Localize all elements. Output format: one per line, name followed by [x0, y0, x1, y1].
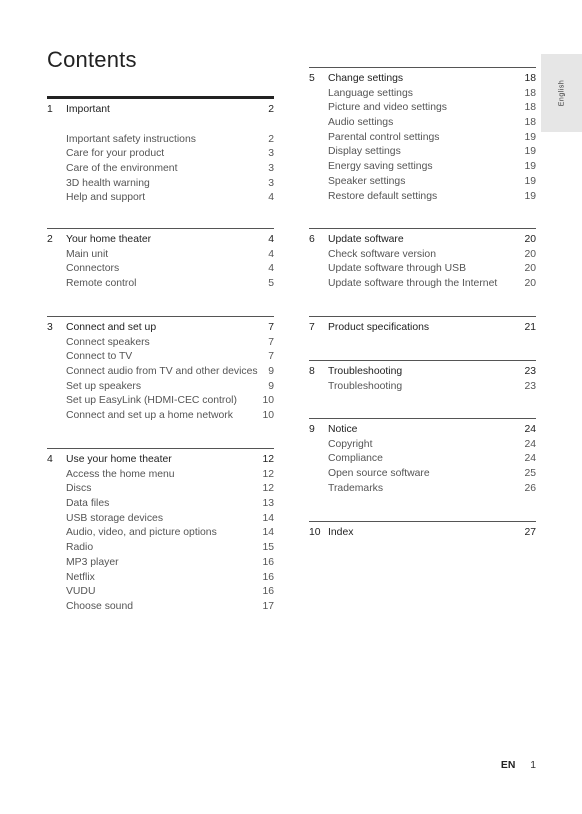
toc-section	[47, 228, 274, 292]
toc-subentry[interactable]	[47, 497, 274, 512]
toc-chapter-entry[interactable]	[47, 103, 274, 118]
chapter-page-number: 27	[524, 527, 536, 538]
toc-chapter-entry[interactable]	[47, 453, 274, 468]
subentry-page-number: 14	[262, 527, 274, 539]
chapter-title: Use your home theater	[66, 454, 172, 465]
subentry-page-number: 18	[524, 117, 536, 129]
chapter-number: 4	[47, 454, 53, 465]
subentry-title: Restore default settings	[328, 190, 438, 202]
toc-subentry[interactable]	[47, 350, 274, 365]
subentry-page-number: 18	[524, 87, 536, 99]
toc-section	[309, 360, 536, 394]
subentry-page-number: 24	[524, 438, 536, 450]
subentry-page-number: 23	[524, 380, 536, 392]
subentry-title: Connect to TV	[66, 351, 133, 363]
subentry-page-number: 16	[262, 571, 274, 583]
subentry-title: Parental control settings	[328, 131, 440, 143]
subentry-title: Help and support	[66, 192, 146, 204]
toc-chapter-entry[interactable]	[47, 321, 274, 336]
toc-chapter-entry[interactable]	[309, 526, 536, 541]
chapter-title: Product specifications	[328, 322, 430, 333]
chapter-title: Index	[328, 527, 354, 538]
subentry-title: Check software version	[328, 248, 436, 260]
subentry-title: Update software through USB	[328, 263, 467, 275]
toc-subentry[interactable]	[309, 160, 536, 175]
subentry-title: Important safety instructions	[66, 133, 196, 145]
toc-subentry[interactable]	[47, 409, 274, 424]
toc-subentry[interactable]	[47, 336, 274, 351]
toc-subentry[interactable]	[47, 365, 274, 380]
subentry-page-number: 7	[268, 351, 274, 363]
subentry-title: Trademarks	[328, 482, 384, 494]
subentry-page-number: 19	[524, 161, 536, 173]
toc-subentry[interactable]	[47, 380, 274, 395]
subentry-page-number: 7	[268, 336, 274, 348]
subentry-page-number: 5	[268, 278, 274, 290]
toc-subentry[interactable]	[47, 191, 274, 206]
toc-subentry[interactable]	[309, 175, 536, 190]
chapter-title: Troubleshooting	[328, 366, 403, 377]
toc-subentry[interactable]	[309, 467, 536, 482]
toc-subentry[interactable]	[309, 101, 536, 116]
chapter-page-number: 20	[524, 234, 536, 245]
page-footer	[501, 760, 536, 771]
toc-subentry[interactable]	[309, 482, 536, 497]
toc-section	[309, 316, 536, 336]
toc-subentry[interactable]	[309, 190, 536, 205]
chapter-number: 5	[309, 73, 315, 84]
chapter-page-number: 12	[262, 454, 274, 465]
subentry-page-number: 15	[262, 542, 274, 554]
subentry-title: Connect speakers	[66, 336, 150, 348]
toc-chapter-entry[interactable]	[309, 365, 536, 380]
chapter-number: 3	[47, 322, 53, 333]
subentry-page-number: 20	[524, 248, 536, 260]
toc-chapter-entry[interactable]	[309, 423, 536, 438]
subentry-title: Choose sound	[66, 600, 134, 612]
subentry-title: Update software through the Internet	[328, 278, 498, 290]
subentry-title: Set up EasyLink (HDMI-CEC control)	[66, 395, 237, 407]
subentry-title: Netflix	[66, 571, 95, 583]
subentry-page-number: 19	[524, 146, 536, 158]
toc-subentry[interactable]	[309, 131, 536, 146]
toc-subentry[interactable]	[47, 571, 274, 586]
toc-section	[309, 418, 536, 496]
subentry-page-number: 9	[268, 366, 274, 378]
subentry-title: Audio settings	[328, 117, 394, 129]
toc-chapter-entry[interactable]	[309, 321, 536, 336]
subentry-title: USB storage devices	[66, 512, 164, 524]
subentry-page-number: 4	[268, 192, 274, 204]
chapter-page-number: 4	[268, 234, 274, 245]
subentry-page-number: 19	[524, 190, 536, 202]
subentry-page-number: 12	[262, 483, 274, 495]
language-tab	[541, 54, 582, 132]
toc-subentry[interactable]	[309, 262, 536, 277]
subentry-title: Remote control	[66, 278, 137, 290]
subentry-page-number: 26	[524, 482, 536, 494]
toc-subentry[interactable]	[47, 248, 274, 263]
toc-section	[47, 316, 274, 424]
footer-page-number: 1	[530, 760, 536, 771]
subentry-title: Set up speakers	[66, 380, 142, 392]
subentry-title: Connect and set up a home network	[66, 410, 233, 422]
subentry-title: Language settings	[328, 87, 413, 99]
toc-section	[309, 67, 536, 204]
subentry-page-number: 3	[268, 148, 274, 160]
subentry-title: Care of the environment	[66, 163, 178, 175]
chapter-title: Notice	[328, 424, 358, 435]
toc-section	[47, 96, 274, 206]
subentry-page-number: 16	[262, 556, 274, 568]
subentry-title: Discs	[66, 483, 92, 495]
subentry-page-number: 12	[262, 468, 274, 480]
subentry-page-number: 19	[524, 175, 536, 187]
toc-subentry[interactable]	[47, 394, 274, 409]
subentry-page-number: 3	[268, 163, 274, 175]
chapter-page-number: 24	[524, 424, 536, 435]
toc-subentry[interactable]	[47, 556, 274, 571]
subentry-page-number: 18	[524, 102, 536, 114]
subentry-page-number: 16	[262, 586, 274, 598]
chapter-page-number: 7	[268, 322, 274, 333]
toc-subentry[interactable]	[309, 438, 536, 453]
toc-subentry[interactable]	[47, 512, 274, 527]
toc-subentry[interactable]	[309, 277, 536, 292]
subentry-title: Connectors	[66, 263, 120, 275]
language-tab-label: English	[558, 79, 565, 107]
subentry-title: 3D health warning	[66, 177, 150, 189]
chapter-number: 8	[309, 366, 315, 377]
subentry-title: Display settings	[328, 146, 401, 158]
subentry-title: Picture and video settings	[328, 102, 447, 114]
toc-subentry[interactable]	[47, 468, 274, 483]
chapter-number: 1	[47, 104, 53, 115]
subentry-page-number: 2	[268, 133, 274, 145]
toc-chapter-entry[interactable]	[309, 72, 536, 87]
toc-subentry[interactable]	[47, 600, 274, 615]
toc-section	[47, 448, 274, 615]
subentry-title: Access the home menu	[66, 468, 175, 480]
chapter-page-number: 2	[268, 104, 274, 115]
chapter-title: Important	[66, 104, 110, 115]
toc-subentry[interactable]	[309, 380, 536, 395]
subentry-title: Main unit	[66, 248, 109, 260]
subentry-page-number: 4	[268, 248, 274, 260]
subentry-page-number: 19	[524, 131, 536, 143]
toc-section	[309, 228, 536, 292]
chapter-number: 2	[47, 234, 53, 245]
chapter-page-number: 23	[524, 366, 536, 377]
subentry-title: Speaker settings	[328, 175, 406, 187]
toc-subentry[interactable]	[47, 177, 274, 192]
toc-subentry[interactable]	[47, 541, 274, 556]
toc-subentry[interactable]	[309, 116, 536, 131]
toc-subentry[interactable]	[309, 452, 536, 467]
subentry-page-number: 14	[262, 512, 274, 524]
subentry-page-number: 10	[262, 410, 274, 422]
chapter-number: 7	[309, 322, 315, 333]
subentry-title: Care for your product	[66, 148, 165, 160]
toc-subentry[interactable]	[309, 145, 536, 160]
toc-chapter-entry[interactable]	[309, 233, 536, 248]
chapter-number: 6	[309, 234, 315, 245]
toc-subentry[interactable]	[47, 526, 274, 541]
subentry-title: Copyright	[328, 438, 373, 450]
chapter-number: 10	[309, 527, 321, 538]
subentry-page-number: 3	[268, 177, 274, 189]
subentry-page-number: 20	[524, 278, 536, 290]
subentry-title: Open source software	[328, 468, 430, 480]
subentry-title: MP3 player	[66, 556, 119, 568]
toc-section	[309, 521, 536, 541]
chapter-number: 9	[309, 424, 315, 435]
subentry-title: Compliance	[328, 453, 383, 465]
page-title: Contents	[47, 47, 137, 72]
subentry-page-number: 13	[262, 498, 274, 510]
subentry-page-number: 9	[268, 380, 274, 392]
subentry-page-number: 17	[262, 600, 274, 612]
subentry-title: Energy saving settings	[328, 161, 433, 173]
subentry-title: VUDU	[66, 586, 96, 598]
subentry-page-number: 10	[262, 395, 274, 407]
toc-subentry[interactable]	[47, 262, 274, 277]
subentry-title: Radio	[66, 542, 94, 554]
toc-subentry[interactable]	[47, 147, 274, 162]
chapter-title: Connect and set up	[66, 322, 157, 333]
subentry-title: Data files	[66, 498, 110, 510]
toc-subentry[interactable]	[47, 162, 274, 177]
chapter-title: Update software	[328, 234, 404, 245]
footer-language: EN	[500, 760, 516, 771]
subentry-page-number: 20	[524, 263, 536, 275]
toc-subentry[interactable]	[47, 482, 274, 497]
subentry-page-number: 25	[524, 468, 536, 480]
toc-chapter-entry[interactable]	[47, 233, 274, 248]
toc-subentry[interactable]	[309, 87, 536, 102]
subentry-title: Audio, video, and picture options	[66, 527, 217, 539]
chapter-page-number: 18	[524, 73, 536, 84]
chapter-title: Your home theater	[66, 234, 152, 245]
chapter-page-number: 21	[524, 322, 536, 333]
subentry-title: Troubleshooting	[328, 380, 403, 392]
subentry-title: Connect audio from TV and other devices	[66, 366, 258, 378]
toc-subentry[interactable]	[47, 277, 274, 292]
subentry-page-number: 24	[524, 453, 536, 465]
toc-subentry[interactable]	[47, 585, 274, 600]
chapter-title: Change settings	[328, 73, 404, 84]
toc-subentry[interactable]	[309, 248, 536, 263]
subentry-page-number: 4	[268, 263, 274, 275]
toc-subentry[interactable]	[47, 133, 274, 148]
